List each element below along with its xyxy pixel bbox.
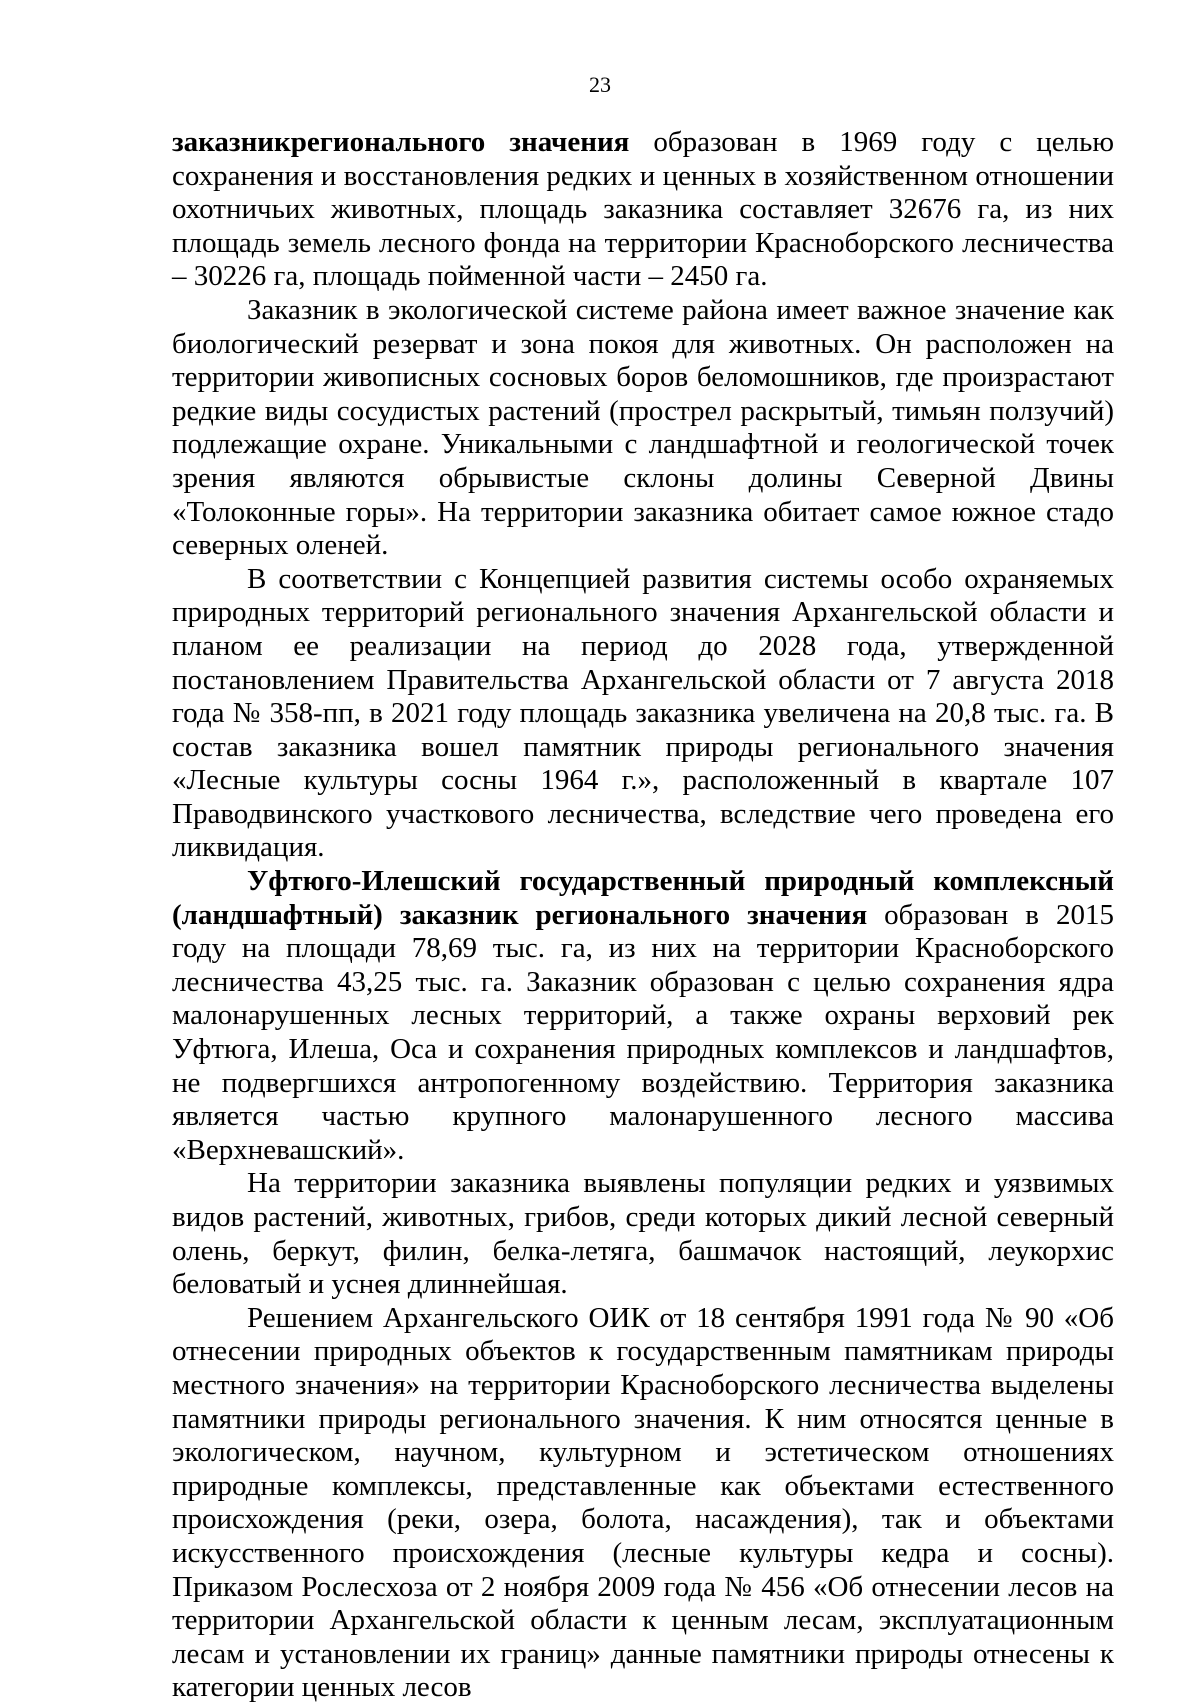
paragraph-concept: В соответствии с Концепцией развития системы особо охраняемых природных территорий регионального значения Архангельской области и планом ее реализации на период до 2028 года, утвержденной постановлением Правительства Архангельской области от 7 августа 2018 года № 358-пп, в 2021 году площадь заказника увеличена на 20,8 тыс. га. В состав заказника вошел памятник природы регионального значения «Лесные культуры сосны 1964 г.», расположенный в квартале 107 Праводвинского участкового лесничества, вследствие чего проведена его ликвидация. [172, 562, 1114, 864]
document-body [172, 126, 1114, 1705]
page-number: 23 [589, 72, 611, 97]
paragraph-monuments: Решением Архангельского ОИК от 18 сентября 1991 года № 90 «Об отнесении природных объектов к государственным памятникам природы местного значения» на территории Красноборского лесничества выделены памятники природы регионального значения. К ним относятся ценные в экологическом, научном, культурном и эстетическом отношениях природные комплексы, представленные как объектами естественного происхождения (реки, озера, болота, насаждения), так и объектами искусственного происхождения (лесные культуры кедра и сосны). Приказом Рослесхоза от 2 ноября 2009 года № 456 «Об отнесении лесов на территории Архангельской области к ценным лесам, эксплуатационным лесам и установлении их границ» данные памятники природы отнесены к категории ценных лесов [172, 1301, 1114, 1704]
paragraph-uftyug-ilesh [172, 865, 1114, 1167]
paragraph-species: На территории заказника выявлены популяции редких и уязвимых видов растений, животных, грибов, среди которых дикий лесной северный олень, беркут, филин, белка-летяга, башмачок настоящий, леукорхис беловатый и уснея длиннейшая. [172, 1167, 1114, 1301]
reserve-name-bold: заказникрегионального значения [172, 126, 630, 158]
paragraph-ecology: Заказник в экологической системе района имеет важное значение как биологический резерват и зона покоя для животных. Он расположен на территории живописных сосновых боров беломошников, где произрастают редкие виды сосудистых растений (прострел раскрытый, тимьян ползучий) подлежащие охране. Уникальными с ландшафтной и геологической точек зрения являются обрывистые склоны долины Северной Двины «Толоконные горы». На территории заказника обитает самое южное стадо северных оленей. [172, 293, 1114, 562]
paragraph-text: образован в 2015 году на площади 78,69 тыс. га, из них на территории Красноборского лесничества 43,25 тыс. га. Заказник образован с целью сохранения ядра малонарушенных лесных территорий, а также охраны верховий рек Уфтюга, Илеша, Оса и сохранения природных комплексов и ландшафтов, не подвергшихся антропогенному воздействию. Территория заказника является частью крупного малонарушенного лесного массива «Верхневашский». [172, 898, 1114, 1166]
reserve-name-bold: Уфтюго-Илешский государственный природный комплексный (ландшафтный) заказник регионального значения [172, 865, 1114, 931]
paragraph-reserve-intro [172, 126, 1114, 294]
paragraph-text: образован в 1969 году с целью сохранения и восстановления редких и ценных в хозяйственном отношении охотничьих животных, площадь заказника составляет 32676 га, из них площадь земель лесного фонда на территории Красноборского лесничества – 30226 га, площадь пойменной части – 2450 га. [172, 126, 1115, 293]
